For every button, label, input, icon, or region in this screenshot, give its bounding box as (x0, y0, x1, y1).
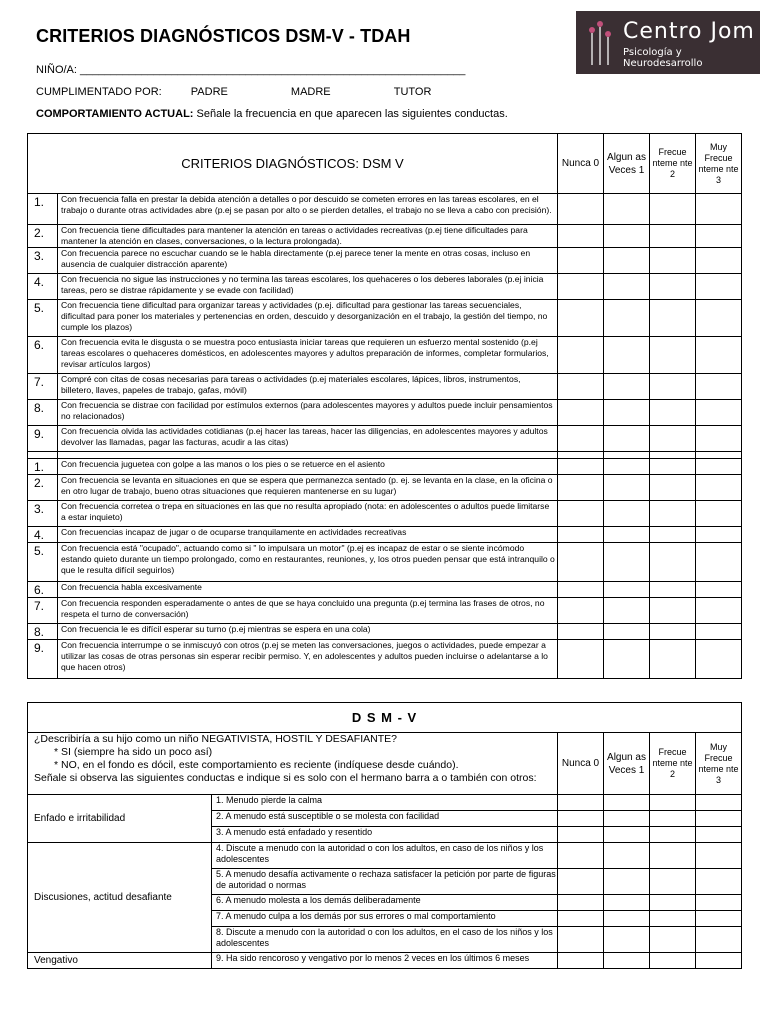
inattention-4-frecuentemente-cell[interactable] (650, 274, 696, 300)
hyperactivity-5-frecuentemente-cell[interactable] (650, 543, 696, 582)
criterion-number: 2. (28, 225, 58, 248)
criterion-row (28, 248, 742, 274)
criterion-row (28, 274, 742, 300)
odd-4-algunas-veces-cell[interactable] (604, 843, 650, 869)
criterion-row (28, 225, 742, 248)
odd-row (28, 795, 742, 811)
inattention-7-nunca-cell[interactable] (558, 374, 604, 400)
odd-4-muy-frecuentemente-cell[interactable] (696, 843, 742, 869)
odd-7-algunas-veces-cell[interactable] (604, 911, 650, 927)
odd-8-frecuentemente-cell[interactable] (650, 927, 696, 953)
criterion-number: 6. (28, 337, 58, 374)
inattention-2-frecuentemente-cell[interactable] (650, 225, 696, 248)
criterion-text: Con frecuencia se levanta en situaciones en que se espera que permanezca sentado (p. ej. se levanta en la clase, en la oficina o en otro lugar de trabajo, bueno otras situaciones que requieren mantenerse en su lugar) (58, 475, 558, 501)
criterion-row (28, 426, 742, 452)
odd-criteria-table (27, 702, 742, 969)
inattention-7-algunas-veces-cell[interactable] (604, 374, 650, 400)
col-frecuentemente: Frecue nteme nte 2 (650, 134, 696, 194)
odd-2-algunas-veces-cell[interactable] (604, 811, 650, 827)
hyperactivity-7-frecuentemente-cell[interactable] (650, 598, 696, 624)
odd-5-nunca-cell[interactable] (558, 869, 604, 895)
criterion-row (28, 624, 742, 640)
inattention-8-algunas-veces-cell[interactable] (604, 400, 650, 426)
odd-option-no[interactable]: * NO, en el fondo es dócil, este comportamiento es reciente (indíquese desde cuándo). (54, 759, 459, 771)
option-tutor[interactable]: TUTOR (393, 86, 432, 98)
odd-6-muy-frecuentemente-cell[interactable] (696, 895, 742, 911)
criterion-text: Con frecuencia no sigue las instrucciones y no termina las tareas escolares, los quehaceres o los deberes laborales (p.ej inicia tareas, pero se distrae rápidamente y se evade con facilidad) (58, 274, 558, 300)
criterion-row (28, 527, 742, 543)
hyperactivity-5-nunca-cell[interactable] (558, 543, 604, 582)
hyperactivity-2-algunas-veces-cell[interactable] (604, 475, 650, 501)
criterion-text: Con frecuencia está "ocupado", actuando como si " lo impulsara un motor" (p.ej es incapaz de estar o se siente incómodo estando quieto durante un tiempo prolongado, como en restaurantes, reuniones, y, los otros pueden pensar que está intranquilo o que le resulta difícil seguirlos) (58, 543, 558, 582)
odd-intro (28, 733, 558, 795)
criterion-number: 9. (28, 640, 58, 679)
filled-by-row (36, 86, 431, 98)
odd-6-nunca-cell[interactable] (558, 895, 604, 911)
criterion-row (28, 374, 742, 400)
inattention-2-muy-frecuentemente-cell[interactable] (696, 225, 742, 248)
odd-1-muy-frecuentemente-cell[interactable] (696, 795, 742, 811)
odd-criterion-text: 6. A menudo molesta a los demás deliberadamente (212, 895, 558, 911)
col-algunas-veces: Algun as Veces 1 (604, 134, 650, 194)
odd-3-nunca-cell[interactable] (558, 827, 604, 843)
divider-cell (604, 452, 650, 459)
inattention-5-frecuentemente-cell[interactable] (650, 300, 696, 337)
divider-cell (696, 452, 742, 459)
criterion-text: Con frecuencia le es difícil esperar su turno (p.ej mientras se espera en una cola) (58, 624, 558, 640)
hyperactivity-9-nunca-cell[interactable] (558, 640, 604, 679)
odd-criterion-text: 7. A menudo culpa a los demás por sus errores o mal comportamiento (212, 911, 558, 927)
inattention-2-nunca-cell[interactable] (558, 225, 604, 248)
divider-cell (650, 452, 696, 459)
hyperactivity-2-frecuentemente-cell[interactable] (650, 475, 696, 501)
criteria-heading: CRITERIOS DIAGNÓSTICOS: DSM V (28, 134, 558, 194)
odd-9-algunas-veces-cell[interactable] (604, 953, 650, 969)
criterion-text: Con frecuencia evita le disgusta o se muestra poco entusiasta iniciar tareas que requieren un esfuerzo mental sostenido (p.ej tareas escolares o quehaceres domésticos, en adolescentes mayores y adultos preparación de informes, completar formularios, revisar artículos largos) (58, 337, 558, 374)
col-nunca: Nunca 0 (558, 134, 604, 194)
inattention-4-algunas-veces-cell[interactable] (604, 274, 650, 300)
hyperactivity-2-nunca-cell[interactable] (558, 475, 604, 501)
criterion-number: 4. (28, 274, 58, 300)
inattention-5-muy-frecuentemente-cell[interactable] (696, 300, 742, 337)
criterion-row (28, 337, 742, 374)
col-muy-frecuentemente: Muy Frecue nteme nte 3 (696, 134, 742, 194)
criterion-row (28, 582, 742, 598)
odd-8-algunas-veces-cell[interactable] (604, 927, 650, 953)
inattention-6-muy-frecuentemente-cell[interactable] (696, 337, 742, 374)
inattention-3-nunca-cell[interactable] (558, 248, 604, 274)
odd-9-muy-frecuentemente-cell[interactable] (696, 953, 742, 969)
odd-5-algunas-veces-cell[interactable] (604, 869, 650, 895)
criterion-row (28, 640, 742, 679)
hyperactivity-4-nunca-cell[interactable] (558, 527, 604, 543)
inattention-3-algunas-veces-cell[interactable] (604, 248, 650, 274)
odd-9-frecuentemente-cell[interactable] (650, 953, 696, 969)
hyperactivity-4-muy-frecuentemente-cell[interactable] (696, 527, 742, 543)
odd-4-nunca-cell[interactable] (558, 843, 604, 869)
hyperactivity-9-muy-frecuentemente-cell[interactable] (696, 640, 742, 679)
hyperactivity-7-nunca-cell[interactable] (558, 598, 604, 624)
criterion-text: Con frecuencia parece no escuchar cuando se le habla directamente (p.ej parece tener la mente en otras cosas, incluso en ausencia de cualquier distracción aparente) (58, 248, 558, 274)
criterion-text: Con frecuencia se distrae con facilidad por estímulos externos (para adolescentes mayores y adultos puede incluir pensamientos no relacionados) (58, 400, 558, 426)
hyperactivity-8-frecuentemente-cell[interactable] (650, 624, 696, 640)
criterion-number: 5. (28, 300, 58, 337)
inattention-6-algunas-veces-cell[interactable] (604, 337, 650, 374)
inattention-8-muy-frecuentemente-cell[interactable] (696, 400, 742, 426)
odd-option-si[interactable]: * SI (siempre ha sido un poco así) (54, 746, 213, 758)
hyperactivity-3-nunca-cell[interactable] (558, 501, 604, 527)
child-name-field[interactable]: NIÑO/A: _______________________________________________________________ (36, 64, 466, 76)
criterion-number: 5. (28, 543, 58, 582)
inattention-3-frecuentemente-cell[interactable] (650, 248, 696, 274)
criterion-row (28, 400, 742, 426)
hyperactivity-2-muy-frecuentemente-cell[interactable] (696, 475, 742, 501)
criterion-text: Compré con citas de cosas necesarias para tareas o actividades (p.ej materiales escolares, lápices, libros, instrumentos, billetero, llaves, papeles de trabajo, gafas, móvil) (58, 374, 558, 400)
odd-3-algunas-veces-cell[interactable] (604, 827, 650, 843)
odd-7-nunca-cell[interactable] (558, 911, 604, 927)
inattention-7-muy-frecuentemente-cell[interactable] (696, 374, 742, 400)
dsm-v-heading: D S M - V (28, 703, 742, 733)
odd-1-nunca-cell[interactable] (558, 795, 604, 811)
criterion-row (28, 459, 742, 475)
odd-criterion-text: 5. A menudo desafía activamente o rechaza satisfacer la petición por parte de figuras de autoridad o normas (212, 869, 558, 895)
criterion-text: Con frecuencia responden esperadamente o antes de que se haya concluido una pregunta (p.ej termina las frases de otros, no respeta el turno de conversación) (58, 598, 558, 624)
odd-6-frecuentemente-cell[interactable] (650, 895, 696, 911)
odd-2-frecuentemente-cell[interactable] (650, 811, 696, 827)
filled-by-label: CUMPLIMENTADO POR: (36, 86, 162, 98)
criterion-row (28, 598, 742, 624)
hyperactivity-5-muy-frecuentemente-cell[interactable] (696, 543, 742, 582)
odd-row (28, 843, 742, 869)
odd-criterion-text: 9. Ha sido rencoroso y vengativo por lo menos 2 veces en los últimos 6 meses (212, 953, 558, 969)
odd-criterion-text: 1. Menudo pierde la calma (212, 795, 558, 811)
criterion-number: 3. (28, 501, 58, 527)
logo-name: Centro Jom (623, 19, 755, 44)
col-muy-frecuentemente: Muy Frecue nteme nte 3 (696, 733, 742, 795)
inattention-3-muy-frecuentemente-cell[interactable] (696, 248, 742, 274)
section-divider (28, 452, 742, 459)
hyperactivity-6-muy-frecuentemente-cell[interactable] (696, 582, 742, 598)
odd-6-algunas-veces-cell[interactable] (604, 895, 650, 911)
hyperactivity-8-algunas-veces-cell[interactable] (604, 624, 650, 640)
criterion-text: Con frecuencia tiene dificultades para mantener la atención en tareas o actividades recreativas (p.ej tiene dificultades para mantener la atención en clases, conversaciones, o la lectura prolongada). (58, 225, 558, 248)
criterion-number: 4. (28, 527, 58, 543)
criterion-number: 7. (28, 598, 58, 624)
inattention-1-algunas-veces-cell[interactable] (604, 194, 650, 225)
hyperactivity-8-muy-frecuentemente-cell[interactable] (696, 624, 742, 640)
hyperactivity-6-nunca-cell[interactable] (558, 582, 604, 598)
hyperactivity-1-algunas-veces-cell[interactable] (604, 459, 650, 475)
criterion-number: 1. (28, 194, 58, 225)
inattention-5-algunas-veces-cell[interactable] (604, 300, 650, 337)
inattention-8-nunca-cell[interactable] (558, 400, 604, 426)
logo-tagline: Psicología y Neurodesarrollo (623, 47, 703, 69)
option-madre[interactable]: MADRE (290, 86, 331, 98)
hyperactivity-9-frecuentemente-cell[interactable] (650, 640, 696, 679)
odd-criterion-text: 2. A menudo está susceptible o se molesta con facilidad (212, 811, 558, 827)
hyperactivity-7-algunas-veces-cell[interactable] (604, 598, 650, 624)
inattention-9-algunas-veces-cell[interactable] (604, 426, 650, 452)
criterion-number: 8. (28, 400, 58, 426)
criterion-text: Con frecuencia olvida las actividades cotidianas (p.ej hacer las tareas, hacer las diligencias, en adolescentes mayores y adultos devolver las llamadas, pagar las facturas, acudir a las citas) (58, 426, 558, 452)
criterion-number: 8. (28, 624, 58, 640)
page-title: CRITERIOS DIAGNÓSTICOS DSM-V - TDAH (36, 26, 411, 46)
option-padre[interactable]: PADRE (190, 86, 228, 98)
criterion-row (28, 543, 742, 582)
odd-5-muy-frecuentemente-cell[interactable] (696, 869, 742, 895)
inattention-1-nunca-cell[interactable] (558, 194, 604, 225)
hyperactivity-6-algunas-veces-cell[interactable] (604, 582, 650, 598)
criterion-number: 2. (28, 475, 58, 501)
criterion-number: 1. (28, 459, 58, 475)
criterion-row (28, 300, 742, 337)
criterion-number: 7. (28, 374, 58, 400)
odd-row (28, 953, 742, 969)
hyperactivity-3-algunas-veces-cell[interactable] (604, 501, 650, 527)
divider-cell (58, 452, 558, 459)
odd-3-frecuentemente-cell[interactable] (650, 827, 696, 843)
inattention-9-muy-frecuentemente-cell[interactable] (696, 426, 742, 452)
col-algunas-veces: Algun as Veces 1 (604, 733, 650, 795)
criterion-text: Con frecuencia tiene dificultad para organizar tareas y actividades (p.ej. dificultad para gestionar las tareas secuenciales, dificultad para poner los materiales y pertenencias en orden, descuido y desorganización en el trabajo, la gestión del tiempo, no cumple los plazos) (58, 300, 558, 337)
behaviour-instruction (36, 108, 508, 120)
criterion-text: Con frecuencia falla en prestar la debida atención a detalles o por descuido se cometen errores en las tareas escolares, en el trabajo o durante otras actividades abre (p.ej se pasan por alto o se pierden detalles, el trabajo no se lleva a cabo con precisión). (58, 194, 558, 225)
hyperactivity-5-algunas-veces-cell[interactable] (604, 543, 650, 582)
category-label: Vengativo (28, 953, 212, 969)
criterion-row (28, 194, 742, 225)
criterion-number: 6. (28, 582, 58, 598)
behaviour-label: COMPORTAMIENTO ACTUAL: (36, 108, 194, 120)
inattention-2-algunas-veces-cell[interactable] (604, 225, 650, 248)
criterion-number: 3. (28, 248, 58, 274)
odd-criterion-text: 3. A menudo está enfadado y resentido (212, 827, 558, 843)
hyperactivity-1-frecuentemente-cell[interactable] (650, 459, 696, 475)
odd-3-muy-frecuentemente-cell[interactable] (696, 827, 742, 843)
odd-1-algunas-veces-cell[interactable] (604, 795, 650, 811)
criterion-text: Con frecuencia corretea o trepa en situaciones en las que no resulta apropiado (nota: en adolescentes o adultos puede limitarse a estar inquieto) (58, 501, 558, 527)
hyperactivity-1-muy-frecuentemente-cell[interactable] (696, 459, 742, 475)
odd-1-frecuentemente-cell[interactable] (650, 795, 696, 811)
odd-question: ¿Describiría a su hijo como un niño NEGATIVISTA, HOSTIL Y DESAFIANTE? (34, 733, 397, 745)
odd-2-muy-frecuentemente-cell[interactable] (696, 811, 742, 827)
inattention-6-frecuentemente-cell[interactable] (650, 337, 696, 374)
behaviour-text: Señale la frecuencia en que aparecen las siguientes conductas. (196, 108, 508, 120)
inattention-9-frecuentemente-cell[interactable] (650, 426, 696, 452)
inattention-7-frecuentemente-cell[interactable] (650, 374, 696, 400)
hyperactivity-9-algunas-veces-cell[interactable] (604, 640, 650, 679)
hyperactivity-3-muy-frecuentemente-cell[interactable] (696, 501, 742, 527)
dsm-criteria-table (27, 133, 742, 679)
odd-criterion-text: 4. Discute a menudo con la autoridad o con los adultos, en caso de los niños y los adolescentes (212, 843, 558, 869)
logo-mark-icon (586, 19, 616, 67)
criterion-row (28, 501, 742, 527)
inattention-4-nunca-cell[interactable] (558, 274, 604, 300)
centro-jom-logo (576, 11, 760, 74)
hyperactivity-4-frecuentemente-cell[interactable] (650, 527, 696, 543)
inattention-9-nunca-cell[interactable] (558, 426, 604, 452)
criterion-row (28, 475, 742, 501)
odd-criterion-text: 8. Discute a menudo con la autoridad o con los adultos, en el caso de los niños y los adolescentes (212, 927, 558, 953)
divider-cell (28, 452, 58, 459)
hyperactivity-1-nunca-cell[interactable] (558, 459, 604, 475)
odd-instruction: Señale si observa las siguientes conductas e indique si es solo con el hermano barra a o también con otros: (34, 772, 537, 784)
hyperactivity-4-algunas-veces-cell[interactable] (604, 527, 650, 543)
inattention-8-frecuentemente-cell[interactable] (650, 400, 696, 426)
odd-9-nunca-cell[interactable] (558, 953, 604, 969)
criterion-text: Con frecuencia habla excesivamente (58, 582, 558, 598)
odd-7-frecuentemente-cell[interactable] (650, 911, 696, 927)
odd-2-nunca-cell[interactable] (558, 811, 604, 827)
inattention-1-frecuentemente-cell[interactable] (650, 194, 696, 225)
col-frecuentemente: Frecue nteme nte 2 (650, 733, 696, 795)
hyperactivity-6-frecuentemente-cell[interactable] (650, 582, 696, 598)
criterion-text: Con frecuencia juguetea con golpe a las manos o los pies o se retuerce en el asiento (58, 459, 558, 475)
odd-7-muy-frecuentemente-cell[interactable] (696, 911, 742, 927)
odd-4-frecuentemente-cell[interactable] (650, 843, 696, 869)
odd-8-muy-frecuentemente-cell[interactable] (696, 927, 742, 953)
hyperactivity-3-frecuentemente-cell[interactable] (650, 501, 696, 527)
odd-5-frecuentemente-cell[interactable] (650, 869, 696, 895)
odd-8-nunca-cell[interactable] (558, 927, 604, 953)
inattention-4-muy-frecuentemente-cell[interactable] (696, 274, 742, 300)
inattention-6-nunca-cell[interactable] (558, 337, 604, 374)
category-label: Enfado e irritabilidad (28, 795, 212, 843)
criterion-text: Con frecuencias incapaz de jugar o de ocuparse tranquilamente en actividades recreativas (58, 527, 558, 543)
inattention-1-muy-frecuentemente-cell[interactable] (696, 194, 742, 225)
inattention-5-nunca-cell[interactable] (558, 300, 604, 337)
hyperactivity-7-muy-frecuentemente-cell[interactable] (696, 598, 742, 624)
col-nunca: Nunca 0 (558, 733, 604, 795)
criterion-text: Con frecuencia interrumpe o se inmiscuyó con otros (p.ej se meten las conversaciones, juegos o actividades, puede empezar a utilizar las cosas de otras personas sin esperar recibir permiso. Y, en adolescentes y adultos pueden incluirse o adelantarse a lo que hacen otros) (58, 640, 558, 679)
criterion-number: 9. (28, 426, 58, 452)
divider-cell (558, 452, 604, 459)
hyperactivity-8-nunca-cell[interactable] (558, 624, 604, 640)
category-label: Discusiones, actitud desafiante (28, 843, 212, 953)
